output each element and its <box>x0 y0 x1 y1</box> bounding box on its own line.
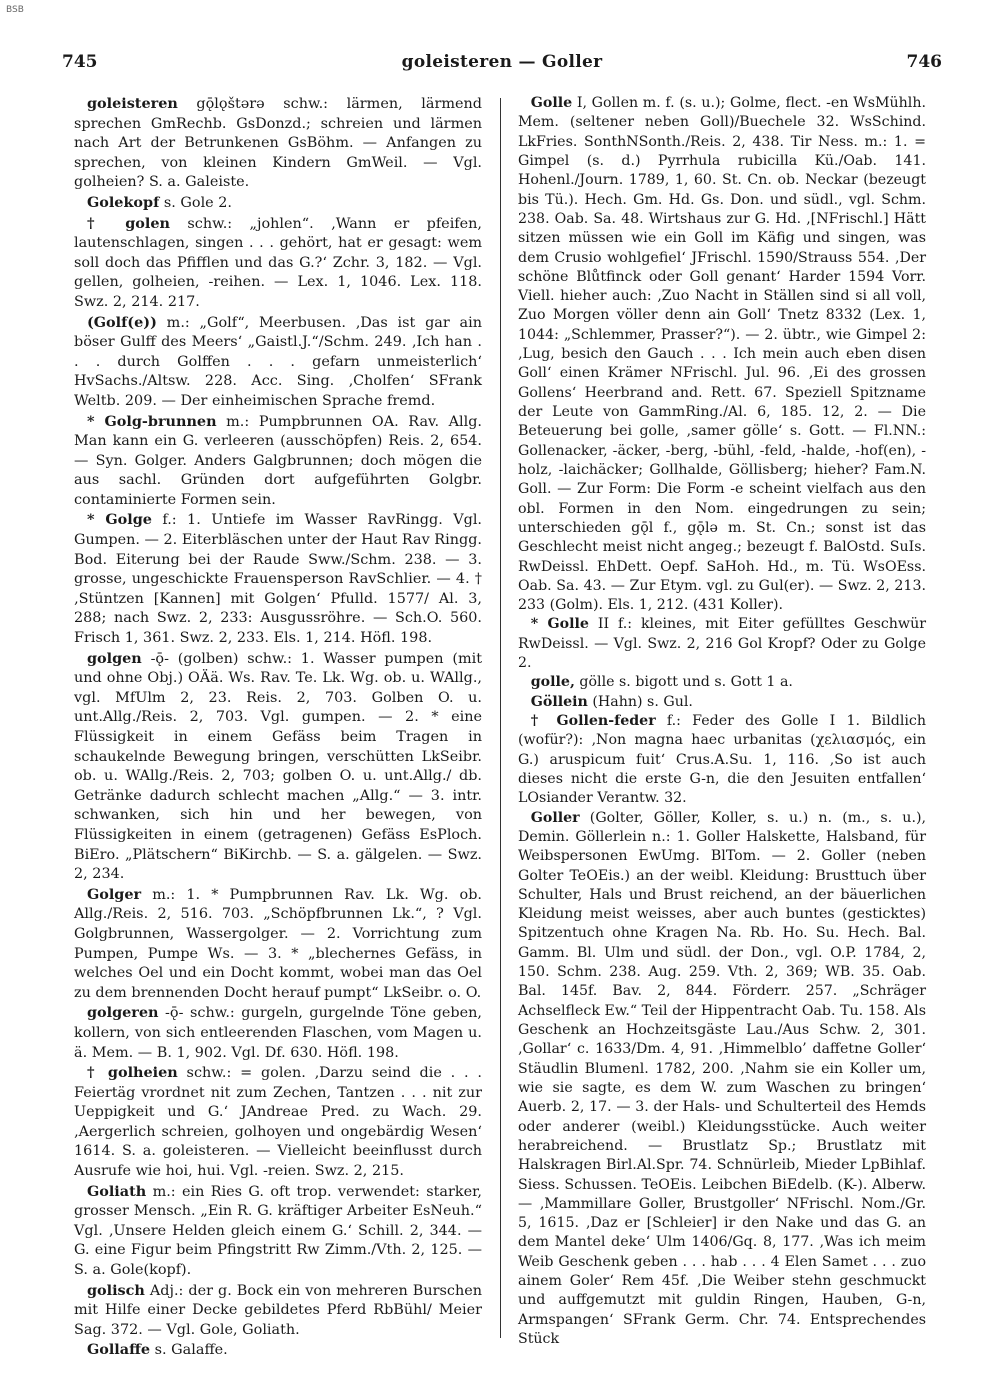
headword: Göllein <box>530 693 588 710</box>
headword: golle, <box>530 674 575 691</box>
headword: * Golle <box>530 616 589 633</box>
entry-goleisteren: goleisteren gǭlǫštərə schw.: lärmen, lärmend sprechen GmRechb. GsDonzd.; schreien und lärmen nach Art der Betrunkenen GsBöhm. — Anfangen zu sprechen, von kleinen Kindern GmWeil. — Vgl. golheien? S. a. Galeiste. <box>74 95 482 191</box>
page-number-right: 746 <box>906 52 942 72</box>
column-divider <box>500 98 501 1338</box>
entry-golge: * Golge f.: 1. Untiefe im Wasser RavRingg. Vgl. Gumpen. — 2. Eiterbläschen unter der Haut Rav Ringg. Bod. Eiterung bei der Raude Sww./Schm. 238. — 3. grosse, ungeschickte Frauensperson RavSchlier. — 4. † ‚Stüntzen [Kannen] mit Golgen‘ Pfulld. 1577/ Al. 3, 288; nach Swz. 2, 233: Ausgussröhre. — Sch.O. 560. Frisch 1, 361. Swz. 2, 233. Els. 1, 214. Höfl. 198. <box>74 511 483 647</box>
headword: Golekopf <box>86 193 160 211</box>
page-number-left: 745 <box>62 52 98 72</box>
headword: Gollaffe <box>86 1341 151 1359</box>
headword: golgen <box>86 649 142 667</box>
entry-goliath: Goliath m.: ein Ries G. oft trop. verwendet: starker, grosser Mensch. „Ein R. G. kräftiger Arbeiter EsNeuh.“ Vgl. ‚Unsere Helden gleich einem G.‘ Schill. 2, 344. — G. eine Figur beim Pfingstritt Rw Zimm./Vth. 2, 125. — S. a. Gole(kopf). <box>74 1182 482 1279</box>
entry-golen: † golen schw.: „johlen“. ‚Wann er pfeifen, lautenschlagen, singen . . . gehört, hat er gesagt: wem soll doch das Pfifflen und das G.?‘ Zchr. 3, 182. — Vgl. gellen, golheien, -reihen. — Lex. 1, 1046. Lex. 118. Swz. 2, 214. 217. <box>74 214 482 310</box>
library-stamp: BSB <box>6 5 24 15</box>
entry-golgen: golgen -ǭ- (golben) schw.: 1. Wasser pumpen (mit und ohne Obj.) OÄä. Ws. Rav. Te. Lk. Wg. ob. u. WAllg., vgl. MfUlm 2, 23. Reis. 2, 703. Golben O. u. unt.Allg./Reis. 2, 703. Vgl. gumpen. — 2. * eine Flüssigkeit in einem Gefäss beim Tragen in schaukelnde Bewegung bringen, verschütten LkSeibr. ob. u. WAllg./Reis. 2, 703; golben O. u. unt.Allg./ db. Getränke dadurch schlecht machen „Allg.“ — 3. intr. schwanken, sich hin und her bewegen, von Flüssigkeiten in einem (getragenen) Gefäss EsPloch. BiEro. „Plätschern“ BiKirchb. — S. a. gälgelen. — Swz. 2, 234. <box>74 649 482 883</box>
headword: * Golge <box>86 511 152 529</box>
left-column <box>74 94 482 1361</box>
headword: † golen <box>86 214 170 232</box>
headword: † golheien <box>86 1064 178 1082</box>
entry-golle-ii: * Golle II f.: kleines, mit Eiter gefülltes Geschwür RwDeissl. — Vgl. Swz. 2, 216 Gol Kropf? Oder zu Golge 2. <box>518 616 926 672</box>
right-column <box>518 94 926 1349</box>
entry-goller: Goller (Golter, Göller, Koller, s. u.) n. (m., s. u.), Demin. Göllerlein n.: 1. Goller Halskette, Halsband, für Weibspersonen EwUmg. BlTom. — 2. Goller (neben Golter TeOEis.) an der weibl. Kleidung: Brusttuch über Schulter, Hals und Brust reichend, an der bäuerlichen Kleidung meist weisses, aber auch buntes (gesticktes) Spitzentuch ohne Kragen Na. Rb. Ho. Su. Hech. Bal. Gamm. Bl. Ulm und südl. der Don., vgl. O.P. 1784, 2, 150. Schm. 238. Aug. 259. Vth. 2, 369; WB. 35. Oab. Bal. 145f. Bav. 2, 844. Förderr. 257. „Schräger Achselfleck Ew.“ Teil der Hippentracht Oab. Tu. 158. Als Geschenk an Hochzeitsgäste Lau./Aus Schw. 2, 301. ‚Gollar‘ c. 1633/Dm. 4, 91. ‚Himmelblo’ daffetne Goller‘ Stäudlin Blumenl. 1782, 200. ‚Nahm sie ein Koller um, wie sie sagte, es dem W. zum Waschen zu bringen‘ Auerb. 2, 17. — 3. der Hals- und Schulterteil des Hemds oder anderer (weibl.) Kleidungsstücke. Auch weiter herabreichend. — Brustlatz Sp.; Brustlatz mit Halskragen Birl.Al.Spr. 74. Schnürleib, Mieder LpBihlaf. Siess. Schussen. TeOEis. Leibchen BiEdelb. (K-). Alberw. — ‚Mammillare Goller, Brustgoller‘ NFrischl. Nom./Gr. 5, 1615. ‚Daz er [Schleier] ir den Nake und das G. an dem Mantel deke‘ Ulm 1406/Gq. 8, 177. ‚Was ich meim Weib Geschenk geben . . . hab . . . 4 Elen Samet . . . zuo ainem Goler‘ Rem 45f. ‚Die Weiber stehn geschmuckt und auffgemutzt mit guldin Ringen, Hauben, G-n, Armspangen‘ SFrank Germ. Chr. 74. Entsprechendes Stück <box>518 809 926 1347</box>
entry-golf: (Golf(e)) m.: „Golf“, Meerbusen. ‚Das ist gar ain böser Gulff des Meers‘ „Gaistl.J.“/Schm. 249. ‚Ich han . . . durch Golffen . . . gefarn unmeisterlich‘ HvSachs./Altsw. 228. Acc. Sing. ‚Cholfen‘ SFrank Weltb. 209. — Der einheimischen Sprache fremd. <box>74 313 482 409</box>
headword: golgeren <box>86 1004 159 1022</box>
headword: golisch <box>86 1281 145 1299</box>
entry-golisch: golisch Adj.: der g. Bock ein von mehreren Burschen mit Hilfe einer Decke gebildetes Pferd RbBühl/ Meier Sag. 372. — Vgl. Gole, Goliath. <box>74 1281 482 1338</box>
headword: Goller <box>530 809 580 826</box>
entry-golgeren: golgeren -ǭ- schw.: gurgeln, gurgelnde Töne geben, kollern, von sich entleerenden Flaschen, vom Magen u. ä. Mem. — B. 1, 902. Vgl. Df. 630. Höfl. 198. <box>74 1004 482 1061</box>
entry-gollaffe: Gollaffe s. Galaffe. <box>86 1341 228 1359</box>
headword: goleisteren <box>86 95 178 112</box>
headword: * Golg-brunnen <box>86 412 217 430</box>
running-title: goleisteren — Goller <box>401 52 603 72</box>
entry-golle-goelle: golle, gölle s. bigott und s. Gott 1 a. <box>530 674 793 691</box>
headword: Goliath <box>86 1182 147 1200</box>
running-header <box>62 52 942 76</box>
headword: † Gollen-feder <box>530 713 656 729</box>
headword: Golle <box>530 95 573 111</box>
entry-gollen-feder: † Gollen-feder f.: Feder des Golle I 1. Bildlich (wofür?): ‚Non magna haec urbanitas (χελιασμός, ein G.) aruspicum fuit‘ Crus.A.Su. 1, 116. ‚So ist auch dieses nicht die erste G-n, die den Jesuiten entfallen‘ LOsiander Verantw. 32. <box>518 713 926 807</box>
entry-golg-brunnen: * Golg-brunnen m.: Pumpbrunnen OA. Rav. Allg. Man kann ein G. verleeren (ausschöpfen) Reis. 2, 654. — Syn. Golger. Anders Galgbrunnen; doch mögen die aus sachl. Gründen dort aufgeführten Golgbr. contaminierte Formen sein. <box>74 412 482 508</box>
entry-golle-i: Golle I, Gollen m. f. (s. u.); Golme, flect. -en WsMühlh. Mem. (seltener neben Goll)/Buechele 32. WsSchind. LkFries. SonthNSonth./Reis. 2, 438. Tir Ness. m.: 1. = Gimpel (s. d.) Pyrrhula rubicilla Kü./Oab. 141. Hohenl./Journ. 1789, 1, 60. St. Cn. ob. Neckar (bezeugt bis Tü.). Hech. Gm. Hd. Gs. Don. und südl., vgl. Schm. 238. Oab. Sa. 48. Wirtshaus zur G. Hd. ‚[NFrischl.] Hätt sitzen müssen wie ein Goll im Käfig und singen, was dem Crusio wohlgefiel‘ JFrischl. 1590/Strauss 554. ‚Der schöne Blůtfinck oder Goll genant‘ Harder 1594 Vorr. Viell. hieher auch: ‚Zuo Nacht in Ställen sind si all voll, Zuo Morgen völler denn ain Goll‘ Tnetz 8332 (Lex. 1, 1044: „Schlemmer, Prasser?“). — 2. übtr., wie Gimpel 2: ‚Lug, besich den Gauch . . . Ich mein auch eben disen Goll‘ einen Krämer NFrischl. Jul. 96. ‚Ei des grossen Gollens‘ Heerbrand and. Rett. 67. Speziell Spitzname der Leute von GammRing./Al. 6, 185. 12, 2. — Die Beteuerung bei golle, ‚samer gölle‘ s. Gott. — Fl.NN.: Gollenacker, -äcker, -berg, -bühl, -feld, -halde, -hof(en), -holz, -laichäcker; Gollhalde, Göllisberg; hieher? Fam.N. Goll. — Zur Form: Die Form -e scheint vielfach aus den obl. Formen in den Nom. eingedrungen zu sein; unterschieden gǭl f., gǭlə m. St. Cn.; sonst ist das Geschlecht meist nicht angeg.; bezeugt f. BalOstd. SuIs. RwDeissl. EhDett. Oepf. SaHoh. Hd., m. Tü. WsOEss. Oab. Sa. 43. — Zur Etym. vgl. zu Gul(er). — Swz. 2, 213. 233 (Golm). Els. 1, 212. (431 Koller). <box>518 95 926 614</box>
entry-golheien: † golheien schw.: = golen. ‚Darzu seind die . . . Feiertäg vrordnet nit zum Zechen, Tantzen . . . nit zur Ueppigkeit und G.‘ JAndreae Pred. zu Wach. 29. ‚Aergerlich schreien, golhoyen und ongebärdig Wesen‘ 1614. S. a. goleisteren. — Vielleicht beeinflusst durch Ausrufe wie hoi, hui. Vgl. -reien. Swz. 2, 215. <box>74 1064 482 1180</box>
entry-golekopf: Golekopf s. Gole 2. <box>86 193 232 211</box>
entry-golger: Golger m.: 1. * Pumpbrunnen Rav. Lk. Wg. ob. Allg./Reis. 2, 516. 703. „Schöpfbrunnen Lk.“, ? Vgl. Golgbrunnen, Wassergolger. — 2. Vorrichtung zum Pumpen, Pumpe Ws. — 3. * „blechernes Gefäss, in welches Oel und ein Docht kommt, wobei man das Oel zu dem brennenden Docht herauf pumpt“ LkSeibr. o. O. <box>74 885 482 1001</box>
headword: (Golf(e)) <box>86 313 157 331</box>
entry-goellein: Göllein (Hahn) s. Gul. <box>530 693 693 710</box>
headword: Golger <box>86 885 142 903</box>
